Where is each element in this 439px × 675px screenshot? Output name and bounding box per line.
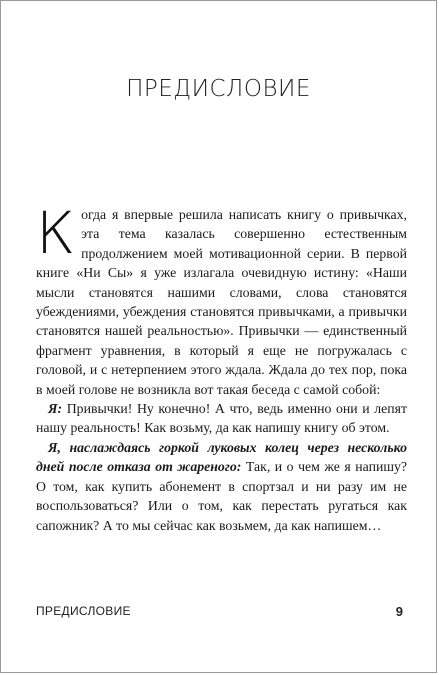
paragraph-3-speaker: Я, наслаждаясь горкой луковых колец через несколько дней после отказа от жареного: (36, 439, 407, 475)
dropcap-letter: К (36, 199, 76, 267)
running-head: ПРЕДИСЛОВИЕ (36, 604, 131, 618)
paragraph-3-text: Так, и о чем же я напишу? О том, как купить абонемент в спортзал и ни разу им не воспользоваться? Или о том, как перестать ругаться как сапожник? А то мы сейчас как возьмем, да как напишем… (36, 459, 408, 533)
paragraph-1-text: огда я впервые решила написать книгу о привычках, эта тема казалась совершенно естественным продолжением моей мотивационной серии. В первой книге «Ни Сы» я уже излагала очевидную истину: «Наши мысли становятся нашими словами, слова становятся убеждениями, убеждения становятся привычками, а привычки становятся нашей реальностью». Привычки — единственный фрагмент уравнения, в который я еще не погружалась с головой, и с нетерпением этого ждала. Ждала до тех пор, пока в моей голове не возникла вот такая беседа с самой собой: (36, 207, 407, 397)
paragraph-2 (36, 399, 407, 438)
body-text (36, 199, 408, 535)
page-number: 9 (395, 604, 403, 619)
paragraph-2-text: Привычки! Ну конечно! А что, ведь именно они и лепят нашу реальность! Как возьму, да как напишу книгу об этом. (36, 401, 407, 436)
paragraph-1 (36, 199, 407, 399)
chapter-title: ПРЕДИСЛОВИЕ (126, 76, 311, 102)
paragraph-2-speaker: Я: (48, 401, 63, 417)
paragraph-3 (36, 438, 407, 535)
